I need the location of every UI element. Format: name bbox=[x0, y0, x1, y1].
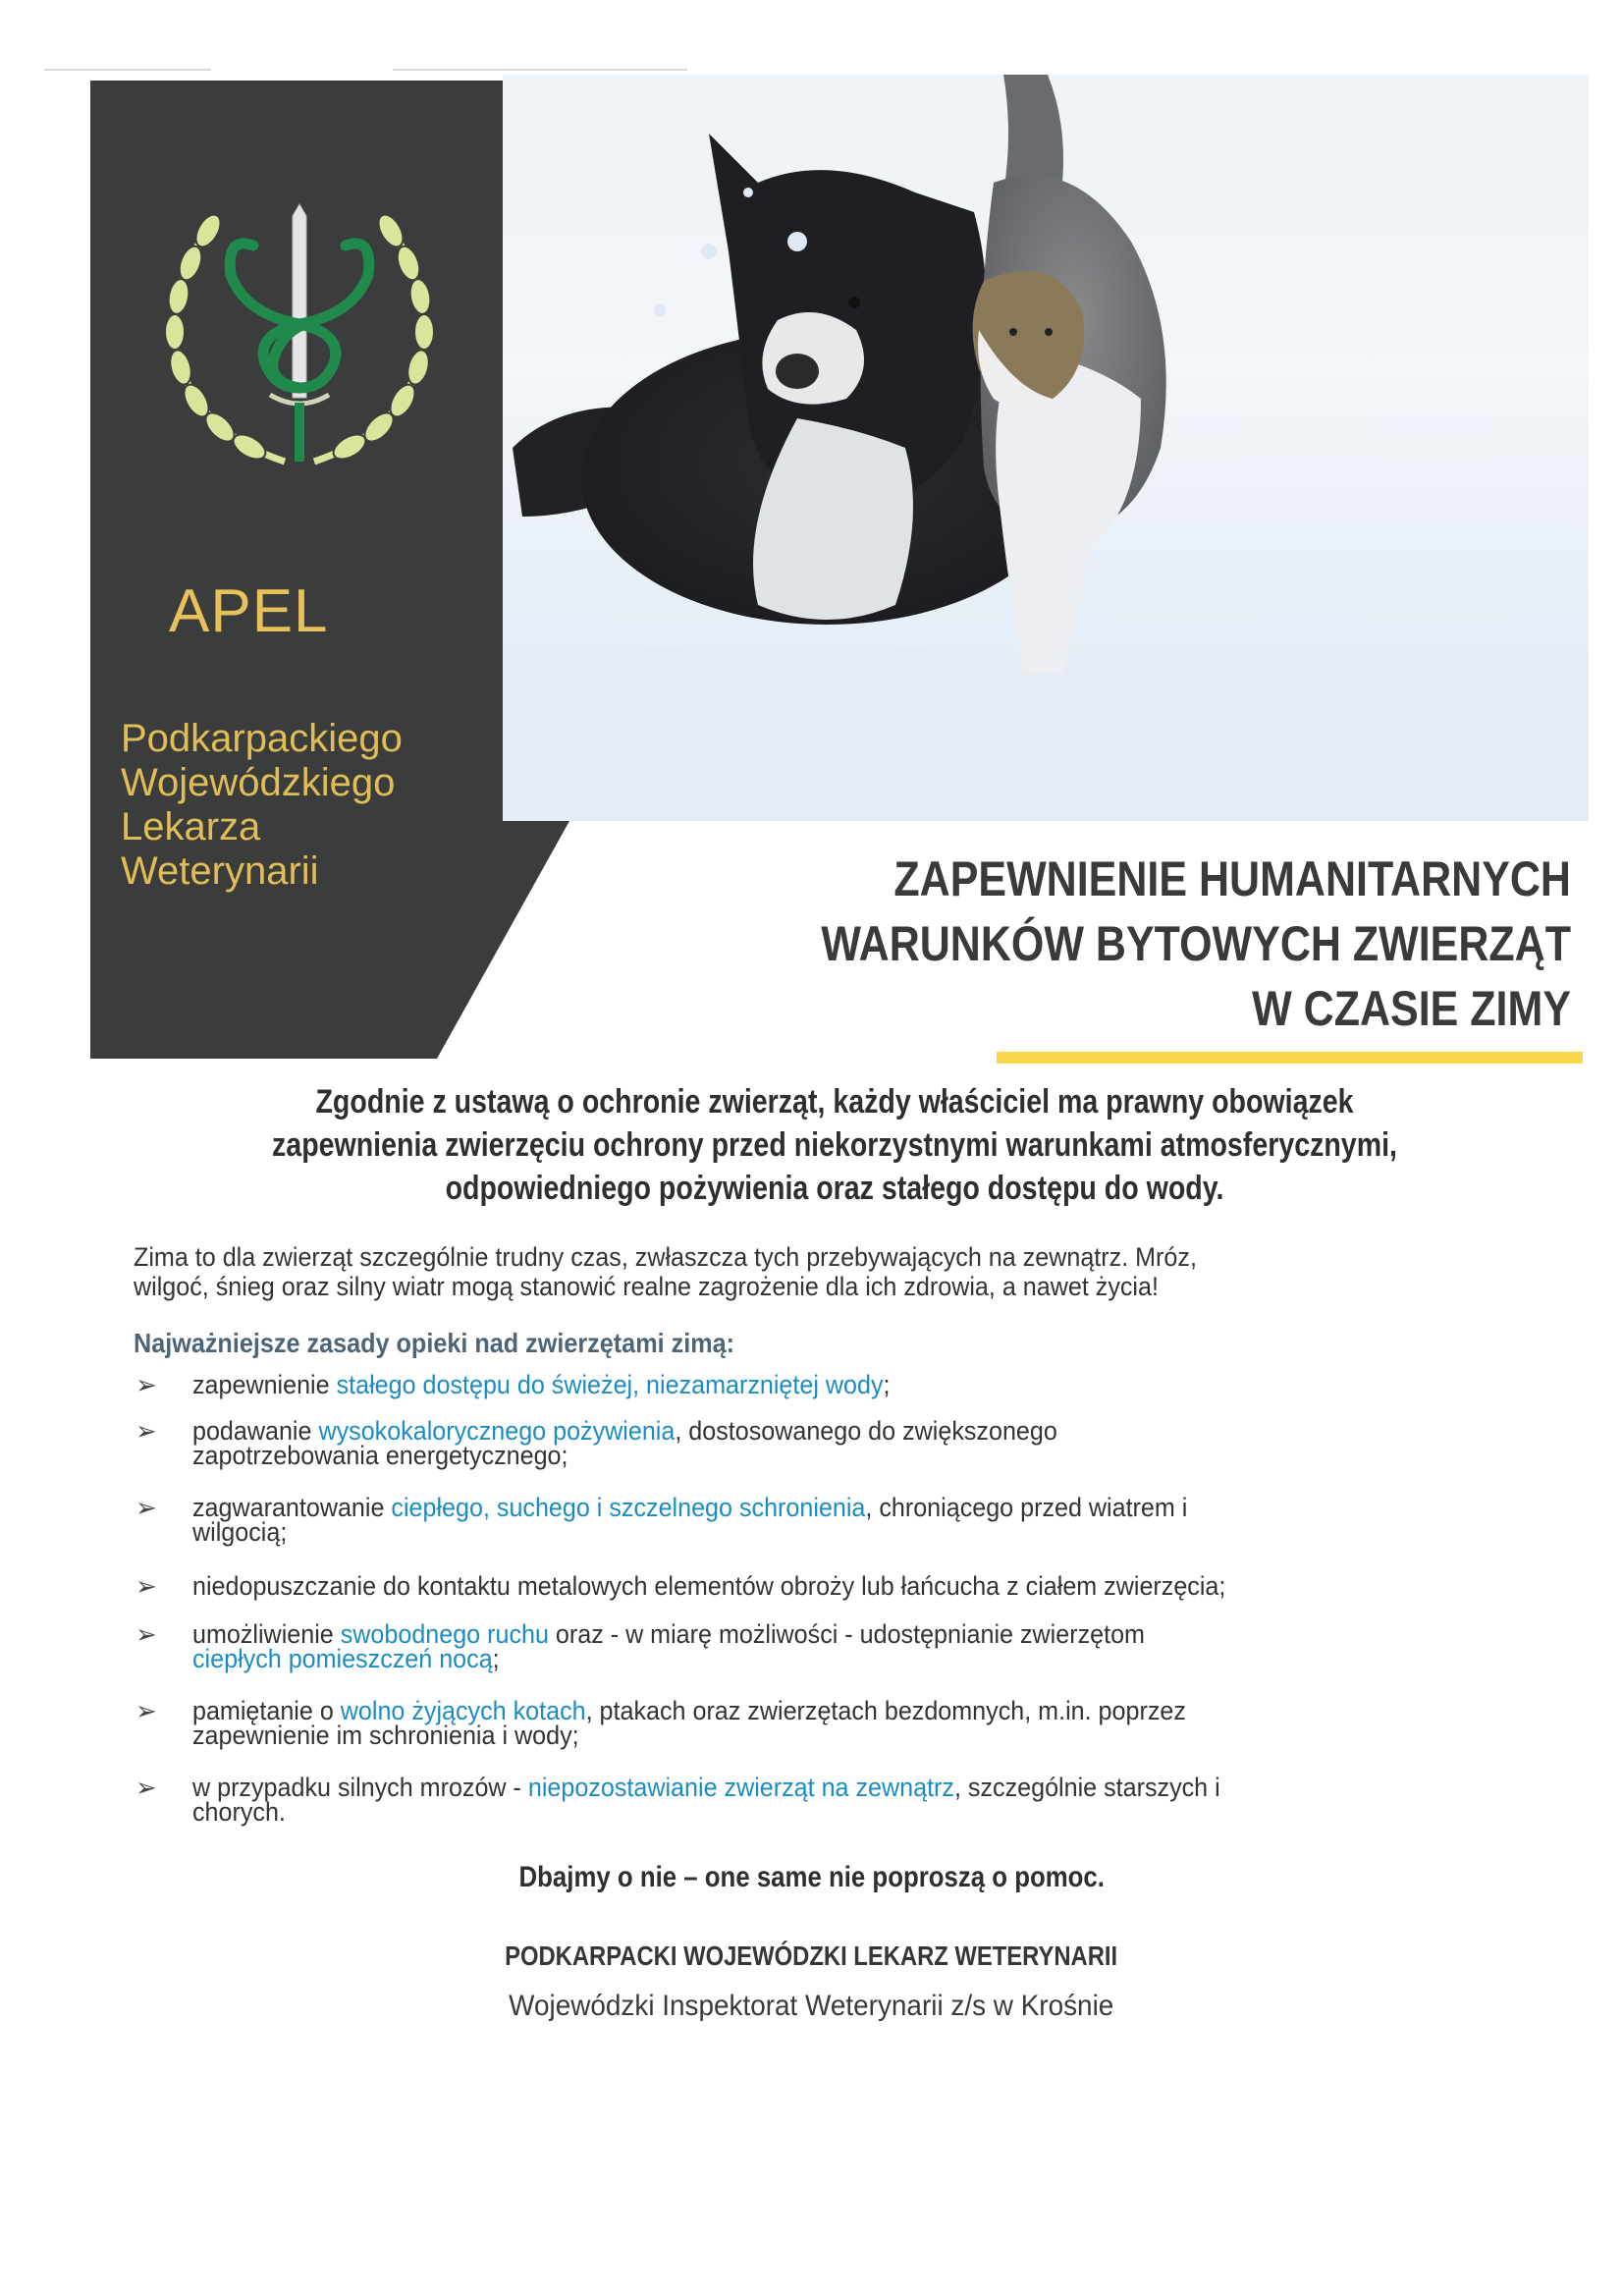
arrowhead-bullet-icon: ➢ bbox=[135, 1370, 157, 1399]
arrowhead-bullet-icon: ➢ bbox=[135, 1416, 157, 1446]
dog-muzzle bbox=[762, 312, 864, 405]
signature-title-text: PODKARPACKI WOJEWÓDZKI LEKARZ WETERYNARII bbox=[505, 1941, 1118, 1971]
org-line: Wojewódzkiego bbox=[121, 761, 396, 804]
rules-heading: Najważniejsze zasady opieki nad zwierzętami zimą: bbox=[134, 1328, 735, 1358]
org-line: Podkarpackiego bbox=[121, 717, 403, 760]
closing-statement bbox=[0, 1861, 1623, 1894]
list-item-text: , szczególnie starszych i bbox=[953, 1773, 1220, 1802]
list-item bbox=[134, 1370, 1547, 1399]
list-item-text: , ptakach oraz zwierzętach bezdomnych, m.in. poprzez bbox=[585, 1696, 1186, 1725]
list-item bbox=[134, 1696, 1547, 1750]
org-line: Weterynarii bbox=[121, 849, 319, 893]
closing-text: Dbajmy o nie – one same nie poproszą o pomoc. bbox=[518, 1861, 1105, 1893]
title-line: WARUNKÓW BYTOWYCH ZWIERZĄT bbox=[821, 916, 1571, 971]
list-item-text: wilgocią; bbox=[192, 1517, 288, 1547]
paragraph-line: wilgoć, śnieg oraz silny wiatr mogą stanowić realne zagrożenie dla ich zdrowia, a nawet życia! bbox=[134, 1272, 1159, 1301]
photo-illustration bbox=[503, 75, 1589, 821]
rules-list bbox=[134, 1370, 1547, 1827]
paragraph-line: Zima to dla zwierząt szczególnie trudny czas, zwłaszcza tych przebywających na zewnątrz. Mróz, bbox=[134, 1242, 1197, 1272]
list-item-text: , chroniącego przed wiatrem i bbox=[865, 1493, 1188, 1522]
arrowhead-bullet-icon: ➢ bbox=[135, 1571, 157, 1601]
org-line: Lekarza bbox=[121, 805, 261, 848]
highlighted-text: ciepłego, suchego i szczelnego schronienia bbox=[391, 1493, 866, 1522]
list-item-text: pamiętanie o bbox=[192, 1696, 341, 1725]
title-line: ZAPEWNIENIE HUMANITARNYCH bbox=[893, 851, 1571, 906]
title-underline-bar bbox=[997, 1052, 1583, 1064]
list-item-text: oraz - w miarę możliwości - udostępnianie zwierzętom bbox=[548, 1619, 1145, 1649]
page-title bbox=[727, 847, 1571, 1041]
list-item bbox=[134, 1773, 1547, 1827]
list-item-line bbox=[192, 1773, 1452, 1802]
signature-office-text: Wojewódzki Inspektorat Weterynarii z/s w Krośnie bbox=[509, 1990, 1114, 2022]
list-item-text: ; bbox=[883, 1370, 891, 1399]
list-item-text: niedopuszczanie do kontaktu metalowych elementów obroży lub łańcucha z ciałem zwierzęcia; bbox=[192, 1571, 1226, 1601]
list-item-line bbox=[192, 1797, 1452, 1827]
list-item-line bbox=[192, 1493, 1452, 1522]
list-item-text: umożliwienie bbox=[192, 1619, 341, 1649]
list-item bbox=[134, 1493, 1547, 1547]
intro-line: odpowiedniego pożywienia oraz stałego dostępu do wody. bbox=[445, 1170, 1224, 1207]
title-line: W CZASIE ZIMY bbox=[1252, 981, 1571, 1036]
highlighted-text: niepozostawianie zwierząt na zewnątrz bbox=[527, 1773, 954, 1802]
list-item-line bbox=[192, 1370, 1452, 1399]
organization-name bbox=[121, 717, 403, 894]
list-item-text: zapewnienie im schronienia i wody; bbox=[192, 1721, 579, 1750]
list-item-line bbox=[192, 1723, 1452, 1748]
list-item-text: zagwarantowanie bbox=[192, 1493, 392, 1522]
signature-office bbox=[0, 1990, 1623, 2023]
highlighted-text: stałego dostępu do świeżej, niezamarzniętej wody bbox=[336, 1370, 884, 1399]
list-item-text: , dostosowanego do zwiększonego bbox=[675, 1416, 1057, 1446]
arrowhead-bullet-icon: ➢ bbox=[135, 1773, 157, 1802]
list-item-line bbox=[192, 1571, 1452, 1601]
list-item-text: zapewnienie bbox=[192, 1370, 337, 1399]
arrowhead-bullet-icon: ➢ bbox=[135, 1696, 157, 1725]
apel-heading: APEL bbox=[169, 577, 329, 645]
scan-artifact-right bbox=[393, 69, 687, 71]
list-item-text: chorych. bbox=[192, 1797, 286, 1827]
winter-warning-paragraph bbox=[134, 1242, 1547, 1301]
highlighted-text: ciepłych pomieszczeń nocą bbox=[192, 1644, 493, 1673]
scan-artifact-left bbox=[44, 69, 211, 71]
intro-line: zapewnienia zwierzęciu ochrony przed niekorzystnymi warunkami atmosferycznymi, bbox=[272, 1126, 1397, 1164]
list-item bbox=[134, 1619, 1547, 1673]
intro-line: Zgodnie z ustawą o ochronie zwierząt, każdy właściciel ma prawny obowiązek bbox=[315, 1083, 1354, 1121]
list-item-line bbox=[192, 1517, 1452, 1547]
list-item-line bbox=[192, 1644, 1452, 1673]
highlighted-text: wolno żyjących kotach bbox=[340, 1696, 586, 1725]
list-item bbox=[134, 1416, 1547, 1470]
arrowhead-bullet-icon: ➢ bbox=[135, 1493, 157, 1522]
dog-cat-snow-photo bbox=[503, 75, 1589, 821]
list-item-text: ; bbox=[492, 1644, 500, 1673]
caduceus-sword-wreath-icon bbox=[147, 187, 452, 481]
highlighted-text: swobodnego ruchu bbox=[340, 1619, 549, 1649]
list-item-text: zapotrzebowania energetycznego; bbox=[192, 1441, 568, 1470]
list-item-text: w przypadku silnych mrozów - bbox=[192, 1773, 528, 1802]
signature-title bbox=[0, 1941, 1623, 1972]
highlighted-text: wysokokalorycznego pożywienia bbox=[318, 1416, 676, 1446]
arrowhead-bullet-icon: ➢ bbox=[135, 1619, 157, 1649]
list-item-line bbox=[192, 1441, 1452, 1470]
intro-statement bbox=[108, 1080, 1561, 1210]
list-item bbox=[134, 1571, 1547, 1601]
list-item-text: podawanie bbox=[192, 1416, 319, 1446]
